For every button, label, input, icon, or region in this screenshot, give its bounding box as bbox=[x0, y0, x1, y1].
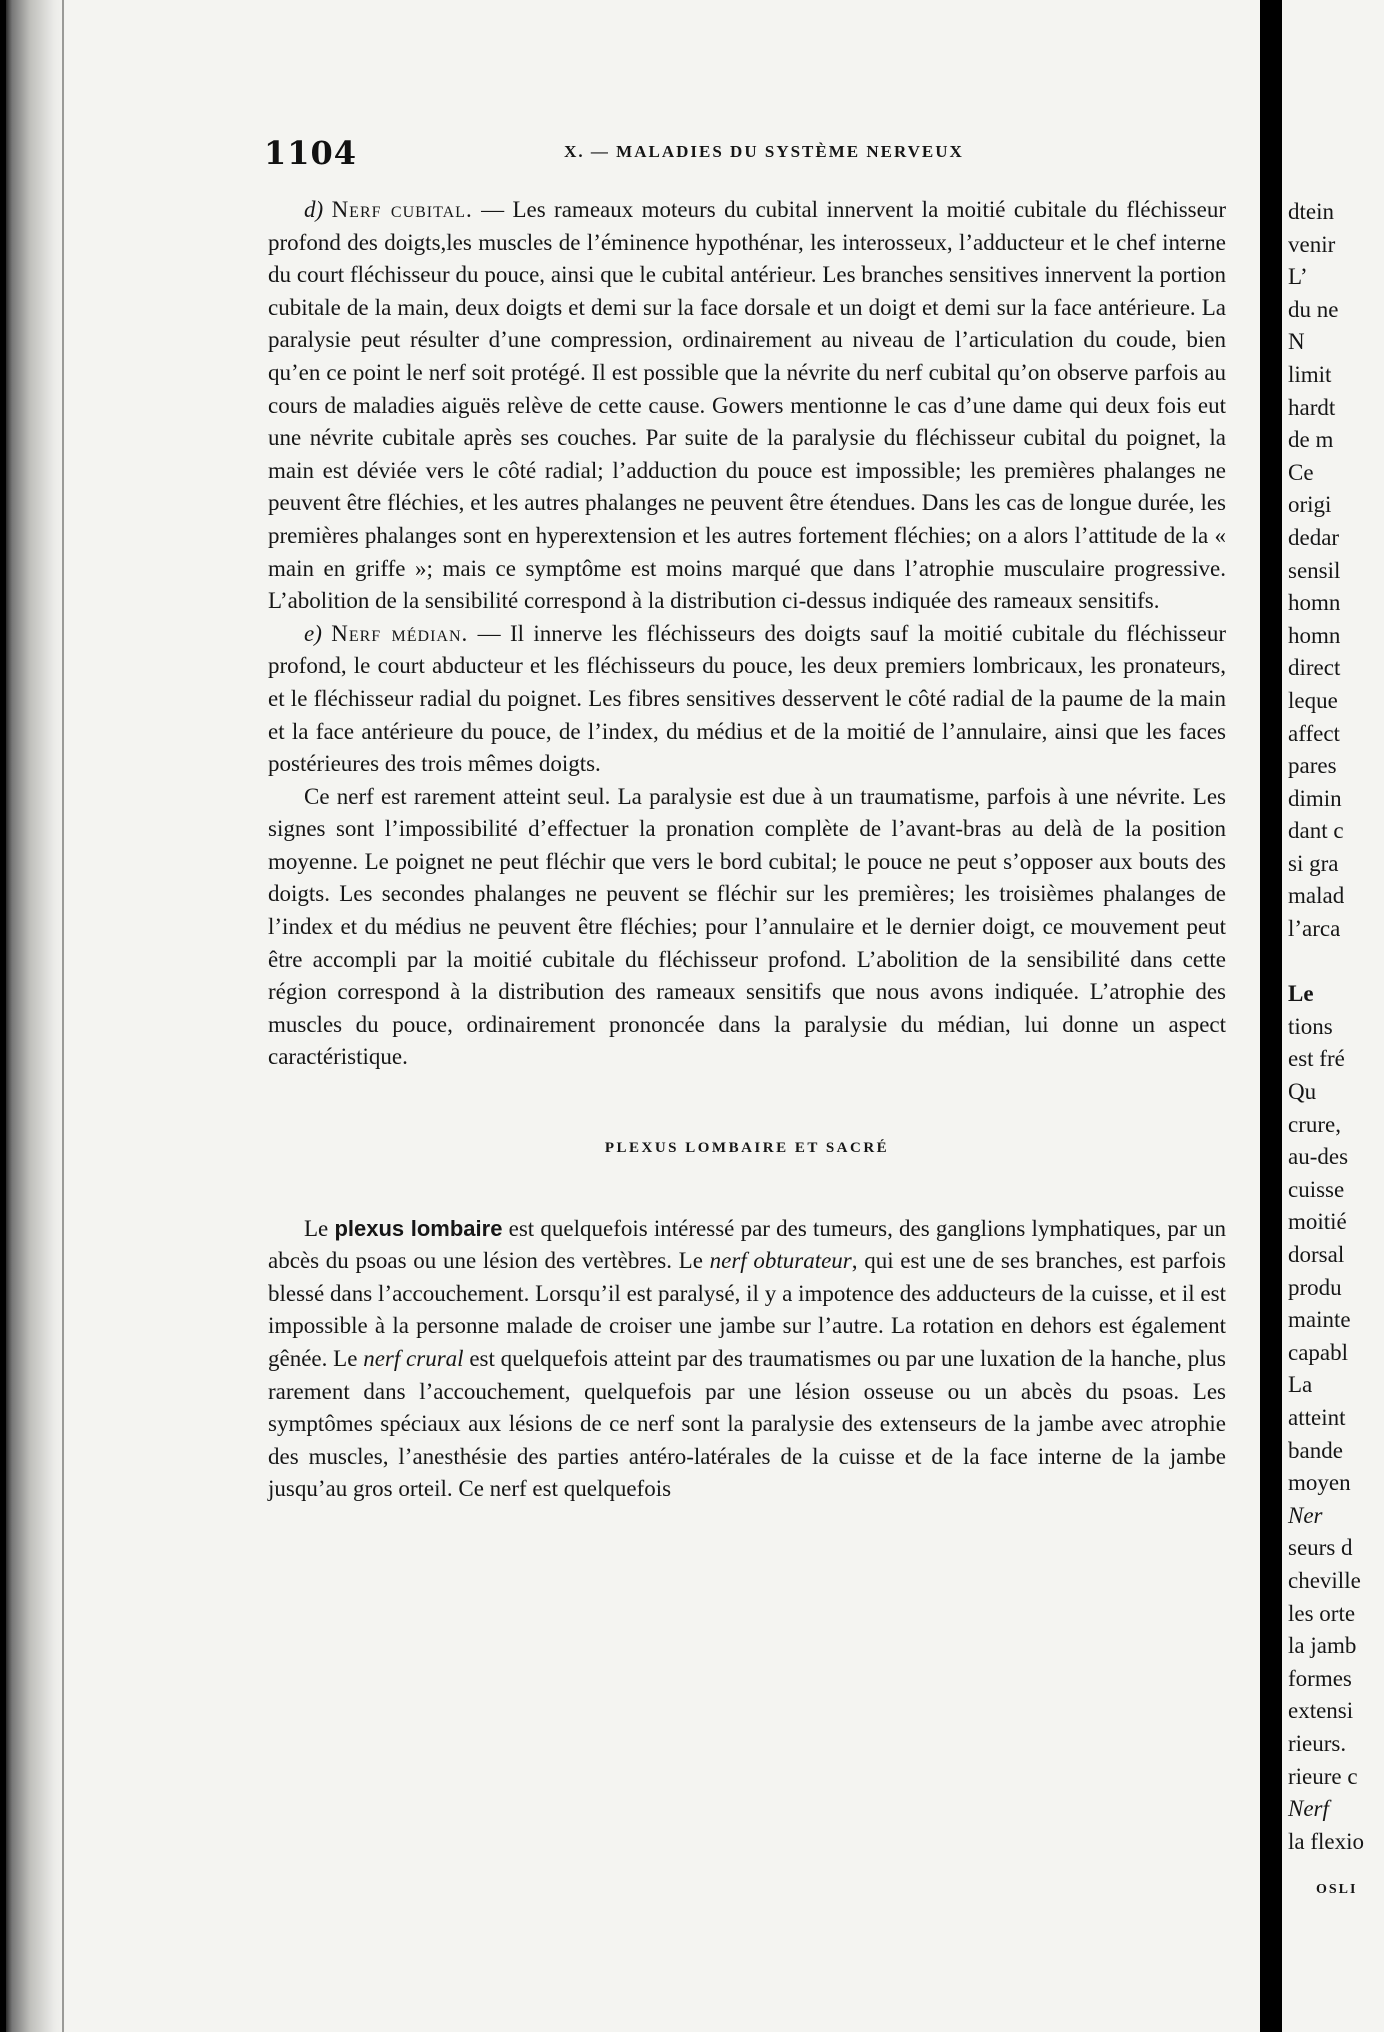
term-nerf-crural: nerf crural bbox=[363, 1346, 464, 1371]
facing-page-line: crure, bbox=[1288, 1111, 1341, 1137]
facing-page-line: N bbox=[1288, 329, 1305, 355]
facing-page-blank-line bbox=[1288, 946, 1384, 979]
facing-page-line: Ner bbox=[1288, 1502, 1323, 1528]
paragraph-nerf-cubital bbox=[268, 194, 1226, 618]
facing-page-line: malad bbox=[1288, 883, 1345, 909]
facing-page-line: l’arca bbox=[1288, 916, 1341, 942]
paragraph-text: — Il innerve les fléchisseurs des doigts sauf la moitié cubitale du fléchisseur profond, le court abducteur et les fléchisseurs du pouce, les deux premiers lombricaux, les pronateurs, et le fléchisseur radial du poignet. Les fibres sensitives desservent le côté radial de la paume de la main et la face antérieure du pouce, de l’index, du médius et de la moitié de l’annulaire, ainsi que les faces postérieures des trois mêmes doigts. bbox=[268, 620, 1227, 777]
facing-page-line: mainte bbox=[1288, 1307, 1351, 1333]
paragraph-text: — Les rameaux moteurs du cubital innervent la moitié cubitale du fléchisseur profond des doigts,les muscles de l’éminence hypothénar, les interosseux, l’adducteur et le chef interne du court fléchisseur du pouce, ainsi que le cubital antérieur. Les branches sensitives innervent la portion cubitale de la main, deux doigts et demi sur la face dorsale et un doigt et demi sur la face antérieure. La paralysie peut résulter d’une compression, ordinairement au niveau de l’articulation du coude, bien qu’en ce point le nerf soit protégé. Il est possible que la névrite du nerf cubital qu’on observe parfois au cours de maladies aiguës relève de cette cause. Gowers mentionne le cas d’une dame qui deux fois eut une névrite cubitale après ses couches. Par suite de la paralysie du fléchisseur cubital du poignet, la main est déviée vers le côté radial; l’adduction du pouce est impossible; les premières phalanges ne peuvent être fléchies, et les autres phalanges ne peuvent être étendues. Dans les cas de longue durée, les premières phalanges sont en hyperextension et les autres fortement fléchies; on a alors l’attitude de la « main en griffe »; mais ce symptôme est moins marqué que dans l’atrophie musculaire progressive. L’abolition de la sensibilité correspond à la distribution ci-dessus indiquée des rameaux sensitifs. bbox=[268, 197, 1226, 614]
facing-page-line: capabl bbox=[1288, 1339, 1349, 1365]
facing-page-line: L’ bbox=[1288, 264, 1308, 290]
facing-page-line: dant c bbox=[1288, 818, 1344, 844]
facing-page-line: Le bbox=[1288, 981, 1314, 1007]
facing-page-line: extensi bbox=[1288, 1698, 1354, 1724]
paragraph-text: est quelquefois atteint par des traumatismes ou par une luxation de la hanche, plus rarement dans l’accouchement, quelquefois par une lésion osseuse ou un abcès du psoas. Les symptômes spéciaux aux lésions de ce nerf sont la paralysie des extenseurs de la jambe avec atrophie des muscles, l’anesthésie des parties antéro-latérales de la cuisse et de la face interne de la jambe jusqu’au gros orteil. Ce nerf est quelquefois bbox=[268, 1346, 1226, 1502]
facing-page-line: produ bbox=[1288, 1274, 1342, 1300]
facing-page-line: les orte bbox=[1288, 1600, 1356, 1626]
section-heading-plexus: PLEXUS LOMBAIRE ET SACRÉ bbox=[604, 1140, 890, 1157]
facing-page-line: pares bbox=[1288, 753, 1337, 779]
section-title-nerf-cubital: Nerf cubital. bbox=[331, 197, 473, 222]
paragraph-nerf-median bbox=[268, 618, 1226, 781]
section-marker-e: e) bbox=[304, 620, 322, 646]
facing-page-line: Qu bbox=[1288, 1079, 1317, 1105]
facing-page-line: est fré bbox=[1288, 1046, 1345, 1072]
facing-page-line: leque bbox=[1288, 687, 1338, 713]
facing-page-line: du ne bbox=[1288, 296, 1339, 322]
facing-page-line: dedar bbox=[1288, 524, 1340, 550]
facing-page-line: si gra bbox=[1288, 850, 1339, 876]
facing-page-text bbox=[1288, 196, 1384, 1907]
facing-page-line: cuisse bbox=[1288, 1176, 1345, 1202]
facing-page-line: Ce bbox=[1288, 459, 1314, 485]
body-text bbox=[268, 194, 1226, 1506]
facing-page-line: moyen bbox=[1288, 1470, 1351, 1496]
left-page bbox=[6, 0, 1260, 2032]
facing-page-line: dorsal bbox=[1288, 1242, 1345, 1267]
facing-page-line: seurs d bbox=[1288, 1535, 1353, 1561]
gutter-shadow bbox=[62, 0, 64, 2032]
page-header bbox=[264, 134, 1224, 174]
facing-page-line: limit bbox=[1288, 361, 1332, 387]
facing-page-line: atteint bbox=[1288, 1404, 1346, 1430]
facing-page-line: origi bbox=[1288, 492, 1332, 518]
facing-page-line: rieurs. bbox=[1288, 1730, 1347, 1756]
facing-page-line: dtein bbox=[1288, 199, 1334, 224]
paragraph-text: , qui est une de ses branches, est parfois blessé dans l’accouchement. Lorsqu’il est paralysé, il y a impotence des adducteurs de la cuisse, et il est impossible à la personne malade de croiser une jambe sur l’autre. La rotation en dehors est également gênée. Le bbox=[268, 1248, 1226, 1371]
paragraph-text: est quelquefois intéressé par des tumeurs, des ganglions lymphatiques, par un abcès du psoas ou une lésion des vertèbres. Le bbox=[268, 1215, 1227, 1274]
facing-page-line: de m bbox=[1288, 427, 1334, 453]
facing-page-line: la flexio bbox=[1288, 1828, 1364, 1854]
facing-page-line: hardt bbox=[1288, 394, 1336, 420]
facing-page-line: bande bbox=[1288, 1437, 1343, 1463]
facing-page-line: la jamb bbox=[1288, 1633, 1357, 1659]
facing-page-line: Nerf bbox=[1288, 1796, 1329, 1822]
facing-page-line: formes bbox=[1288, 1665, 1352, 1691]
facing-page-line: affect bbox=[1288, 720, 1340, 746]
facing-page-heading: OSLI bbox=[1316, 1882, 1358, 1898]
facing-page-line: homn bbox=[1288, 622, 1341, 648]
facing-page-line: cheville bbox=[1288, 1567, 1361, 1593]
facing-page-line: tions bbox=[1288, 1013, 1333, 1039]
section-title-nerf-median: Nerf médian. bbox=[331, 620, 469, 646]
page-number: 1104 bbox=[264, 134, 358, 172]
facing-page-line: au-des bbox=[1288, 1144, 1349, 1170]
facing-page-line: La bbox=[1288, 1372, 1313, 1398]
facing-page-line: venir bbox=[1288, 231, 1336, 257]
term-plexus-lombaire: plexus lombaire bbox=[334, 1215, 503, 1241]
term-nerf-obturateur: nerf obturateur bbox=[709, 1248, 852, 1274]
paragraph-median-paralysis: Ce nerf est rarement atteint seul. La paralysie est due à un traumatisme, parfois à une névrite. Les signes sont l’impossibilité d’effectuer la pronation complète de l’avant-bras au delà de la position moyenne. Le poignet ne peut fléchir que vers le bord cubital; le pouce ne peut s’opposer aux bouts des doigts. Les secondes phalanges ne peuvent se fléchir sur les premières; les troisièmes phalanges de l’index et du médius ne peuvent être fléchies; pour l’annulaire et le dernier doigt, ce mouvement peut être accompli par la moitié cubitale du fléchisseur profond. L’abolition de la sensibilité dans cette région correspond à la distribution des rameaux sensitifs que nous avons indiquée. L’atrophie des muscles du pouce, ordinairement prononcée dans la paralysie du médian, lui donne un aspect caractéristique. bbox=[268, 783, 1226, 1070]
facing-page-line: homn bbox=[1288, 590, 1341, 616]
paragraph-text: Le bbox=[304, 1215, 335, 1241]
section-marker-d: d) bbox=[304, 197, 324, 222]
running-head: X. — MALADIES DU SYSTÈME NERVEUX bbox=[564, 142, 964, 161]
facing-page-line: moitié bbox=[1288, 1209, 1347, 1235]
facing-page-line: sensil bbox=[1288, 557, 1341, 583]
facing-page-line: dimin bbox=[1288, 785, 1342, 811]
paragraph-plexus-lombaire bbox=[268, 1213, 1226, 1506]
facing-page-line: direct bbox=[1288, 655, 1341, 681]
facing-page bbox=[1282, 0, 1384, 2032]
facing-page-line: rieure c bbox=[1288, 1763, 1358, 1789]
